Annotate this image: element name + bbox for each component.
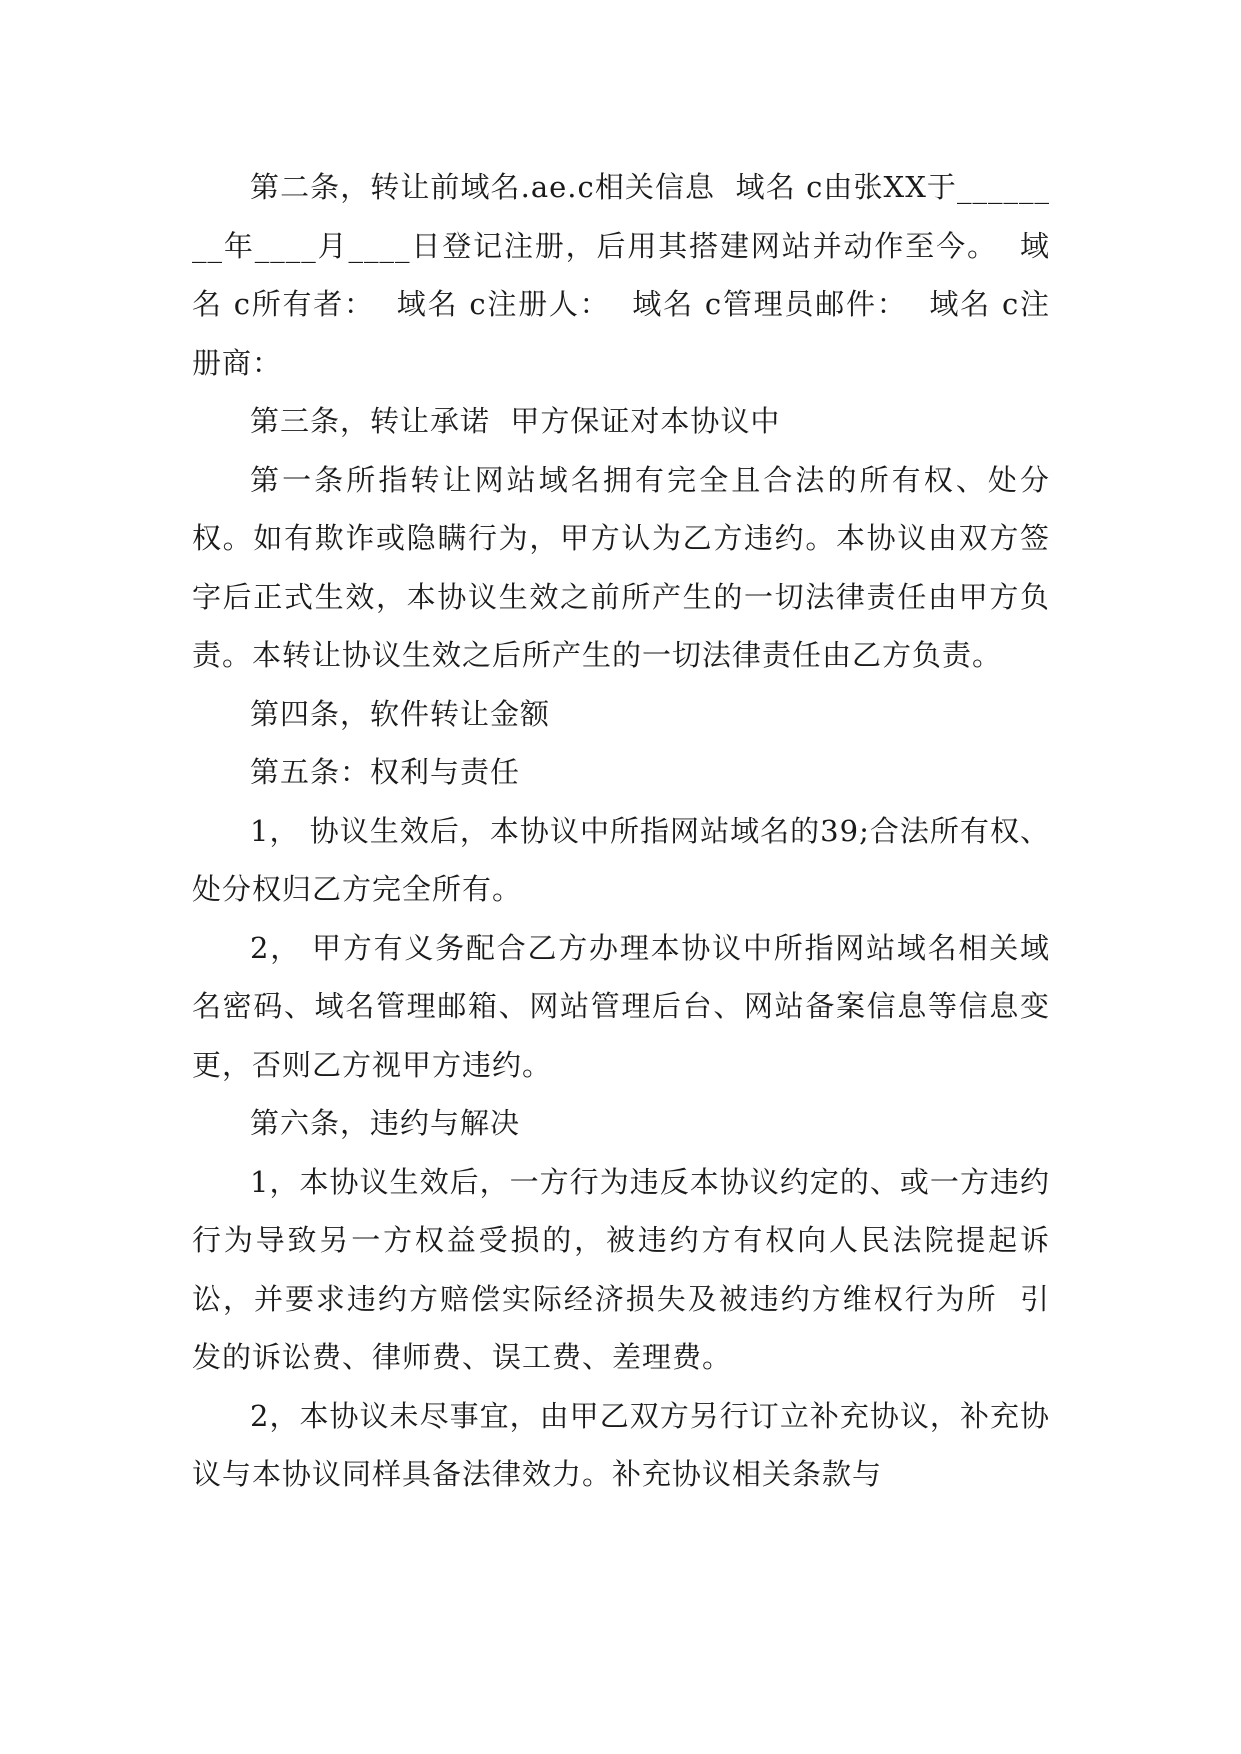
paragraph-article-2: 第二条，转让前域名.ae.c相关信息 域名 c由张XX于________年____月____日登记注册，后用其搭建网站并动作至今。 域名 c所有者： 域名 c注册人： 域名 c管理员邮件： 域名 c注册商：: [192, 170, 1050, 380]
paragraph-article-3: 第三条，转让承诺 甲方保证对本协议中: [250, 404, 781, 438]
paragraph-article-5-item-2: 2， 甲方有义务配合乙方办理本协议中所指网站域名相关域名密码、域名管理邮箱、网站管理后台、网站备案信息等信息变更，否则乙方视甲方违约。: [192, 930, 1050, 1082]
paragraph-article-5-item-1: 1， 协议生效后，本协议中所指网站域名的39;合法所有权、处分权归乙方完全所有。: [192, 813, 1050, 906]
paragraph-article-6-item-2: 2，本协议未尽事宜，由甲乙双方另行订立补充协议，补充协议与本协议同样具备法律效力。补充协议相关条款与: [192, 1398, 1050, 1491]
paragraph-article-6: 第六条，违约与解决: [250, 1106, 521, 1140]
paragraph-article-3-detail: 第一条所指转让网站域名拥有完全且合法的所有权、处分权。如有欺诈或隐瞒行为，甲方认为乙方违约。本协议由双方签字后正式生效，本协议生效之前所产生的一切法律责任由甲方负责。本转让协议生效之后所产生的一切法律责任由乙方负责。: [192, 462, 1050, 672]
paragraph-article-6-item-1: 1，本协议生效后，一方行为违反本协议约定的、或一方违约行为导致另一方权益受损的，被违约方有权向人民法院提起诉讼，并要求违约方赔偿实际经济损失及被违约方维权行为所 引发的诉讼费、律师费、误工费、差理费。: [192, 1164, 1050, 1374]
paragraph-article-5: 第五条：权利与责任: [250, 755, 521, 789]
document-body: [192, 158, 1050, 1504]
paragraph-article-4: 第四条，软件转让金额: [250, 696, 551, 731]
